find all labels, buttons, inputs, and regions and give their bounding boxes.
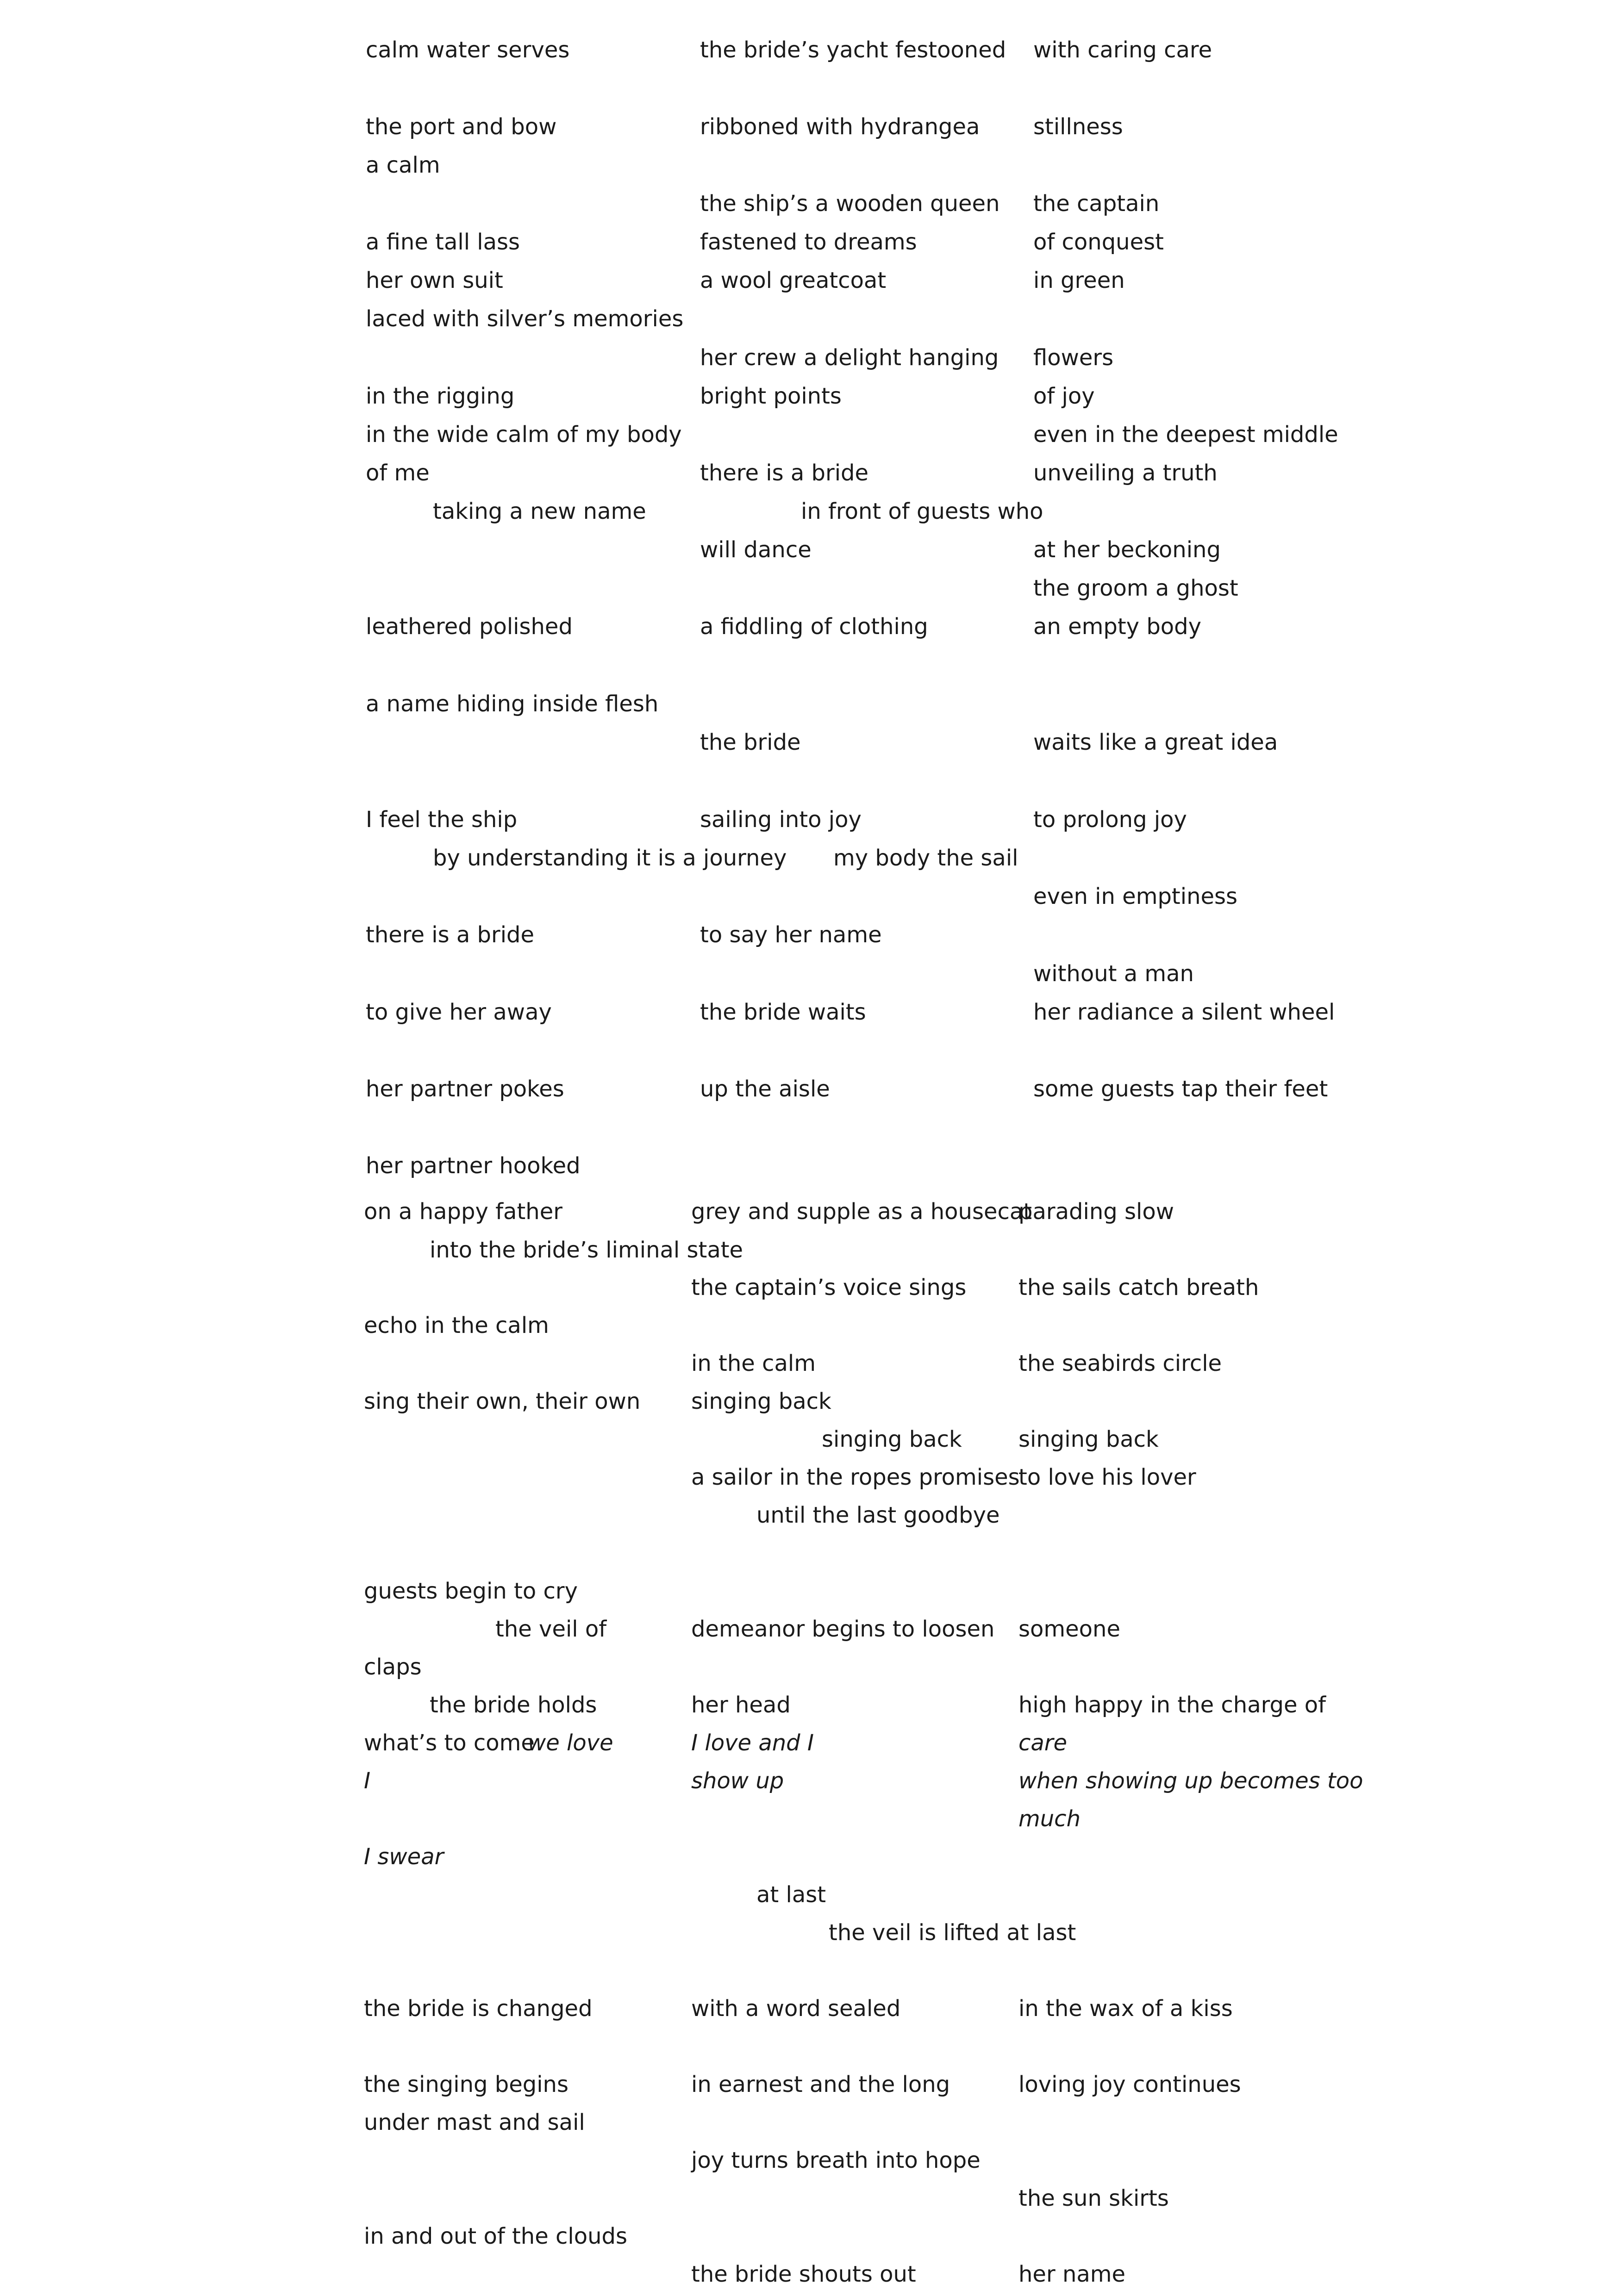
poem-line: of conquest: [1033, 229, 1164, 255]
poem-line: the seabirds circle: [1018, 1350, 1222, 1376]
poem-line: a sailor in the ropes promises: [691, 1464, 1020, 1490]
poem-line: the bride’s yacht festooned: [700, 37, 1006, 63]
poem-line: in the wide calm of my body: [366, 422, 682, 448]
poem-line: a name hiding inside flesh: [366, 691, 659, 717]
poem-line: someone: [1018, 1616, 1120, 1642]
poem-line: my body the sail: [833, 845, 1018, 871]
poem-line: to give her away: [366, 999, 552, 1025]
poem-line: even in the deepest middle: [1033, 422, 1338, 448]
poem-line: with caring care: [1033, 37, 1212, 63]
poem-line: the veil is lifted at last: [829, 1920, 1076, 1946]
poem-line: guests begin to cry: [364, 1578, 578, 1604]
poem-line: at last: [756, 1882, 826, 1908]
poem-line: by understanding it is a journey: [433, 845, 787, 871]
poem-line: a calm: [366, 152, 440, 178]
poem-line: a fine tall lass: [366, 229, 520, 255]
poem-line: fastened to dreams: [700, 229, 917, 255]
poem-line: the sails catch breath: [1018, 1275, 1259, 1300]
poem-line: without a man: [1033, 961, 1194, 987]
poem-line: a wool greatcoat: [700, 268, 887, 293]
poem-line: flowers: [1033, 345, 1114, 371]
poem-line: the veil of: [495, 1616, 607, 1642]
poem-line: up the aisle: [700, 1076, 830, 1102]
poem-line: stillness: [1033, 114, 1123, 140]
poem-line: I feel the ship: [366, 807, 518, 833]
poem-line: when showing up becomes too: [1018, 1768, 1363, 1794]
poem-line: an empty body: [1033, 614, 1202, 640]
poem-line: her own suit: [366, 268, 503, 293]
poem-line: I love and I: [691, 1730, 814, 1756]
poem-line: her head: [691, 1692, 791, 1718]
poem-line: the bride: [700, 729, 801, 755]
poem-line: much: [1018, 1806, 1081, 1832]
poem-line: show up: [691, 1768, 784, 1794]
poem-line: under mast and sail: [364, 2109, 585, 2135]
poem-line: the captain’s voice sings: [691, 1275, 967, 1300]
poem-line: the ship’s a wooden queen: [700, 191, 1000, 217]
poem-line: the bride holds: [430, 1692, 597, 1718]
poem-line: there is a bride: [366, 922, 535, 948]
poem-line: in earnest and the long: [691, 2072, 950, 2097]
poem-line: demeanor begins to loosen: [691, 1616, 995, 1642]
poem-line: in the wax of a kiss: [1018, 1996, 1233, 2022]
poem-line: her partner pokes: [366, 1076, 564, 1102]
poem-line: into the bride’s liminal state: [430, 1237, 743, 1263]
poem-line: the groom a ghost: [1033, 575, 1238, 601]
poem-line: claps: [364, 1654, 422, 1680]
poem-line: parading slow: [1018, 1199, 1174, 1225]
poem-line: sailing into joy: [700, 807, 862, 833]
poem-line: the sun skirts: [1018, 2185, 1169, 2211]
poem-line: her radiance a silent wheel: [1033, 999, 1335, 1025]
poem-line: the port and bow: [366, 114, 557, 140]
poem-line: joy turns breath into hope: [691, 2147, 981, 2173]
poem-line: there is a bride: [700, 460, 869, 486]
poem-line: bright points: [700, 383, 842, 409]
poem-line: her crew a delight hanging: [700, 345, 999, 371]
poem-line: the singing begins: [364, 2072, 568, 2097]
poem-line: I: [364, 1768, 371, 1794]
poem-line: in front of guests who: [801, 498, 1043, 524]
poem-line: we love: [528, 1730, 613, 1756]
poem-line: of joy: [1033, 383, 1095, 409]
poem-line: leathered polished: [366, 614, 573, 640]
poem-line: ribboned with hydrangea: [700, 114, 980, 140]
poem-line: in green: [1033, 268, 1125, 293]
poem-line: with a word sealed: [691, 1996, 901, 2022]
poem-line: singing back: [822, 1426, 962, 1452]
poem-line: laced with silver’s memories: [366, 306, 684, 332]
poem-line: even in emptiness: [1033, 884, 1238, 909]
poem-line: care: [1018, 1730, 1068, 1756]
poem-line: to love his lover: [1018, 1464, 1196, 1490]
poem-line: singing back: [1018, 1426, 1159, 1452]
poem-line: grey and supple as a housecat: [691, 1199, 1032, 1225]
poem-line: calm water serves: [366, 37, 570, 63]
poem-line: I swear: [364, 1844, 444, 1870]
poem-line: her name: [1018, 2261, 1126, 2287]
poem-line: echo in the calm: [364, 1313, 549, 1338]
poem-line: the bride shouts out: [691, 2261, 916, 2287]
poem-line: a fiddling of clothing: [700, 614, 928, 640]
poem-line: what’s to come: [364, 1730, 535, 1756]
poem-line: at her beckoning: [1033, 537, 1221, 563]
poem-line: in the rigging: [366, 383, 515, 409]
poem-line: of me: [366, 460, 430, 486]
poem-line: unveiling a truth: [1033, 460, 1218, 486]
poem-line: will dance: [700, 537, 812, 563]
poem-line: to prolong joy: [1033, 807, 1187, 833]
poem-line: on a happy father: [364, 1199, 562, 1225]
poem-line: some guests tap their feet: [1033, 1076, 1328, 1102]
poem-line: loving joy continues: [1018, 2072, 1241, 2097]
poem-line: singing back: [691, 1388, 831, 1414]
poem-line: to say her name: [700, 922, 882, 948]
poem-line: in and out of the clouds: [364, 2223, 627, 2249]
poem-line: in the calm: [691, 1350, 816, 1376]
poem-line: the bride waits: [700, 999, 866, 1025]
poem-line: until the last goodbye: [756, 1502, 1000, 1528]
poem-line: the bride is changed: [364, 1996, 593, 2022]
poem-line: her partner hooked: [366, 1153, 581, 1179]
poem-line: sing their own, their own: [364, 1388, 641, 1414]
poem-line: waits like a great idea: [1033, 729, 1278, 755]
poem-line: taking a new name: [433, 498, 646, 524]
poem-line: the captain: [1033, 191, 1160, 217]
poem-line: high happy in the charge of: [1018, 1692, 1326, 1718]
